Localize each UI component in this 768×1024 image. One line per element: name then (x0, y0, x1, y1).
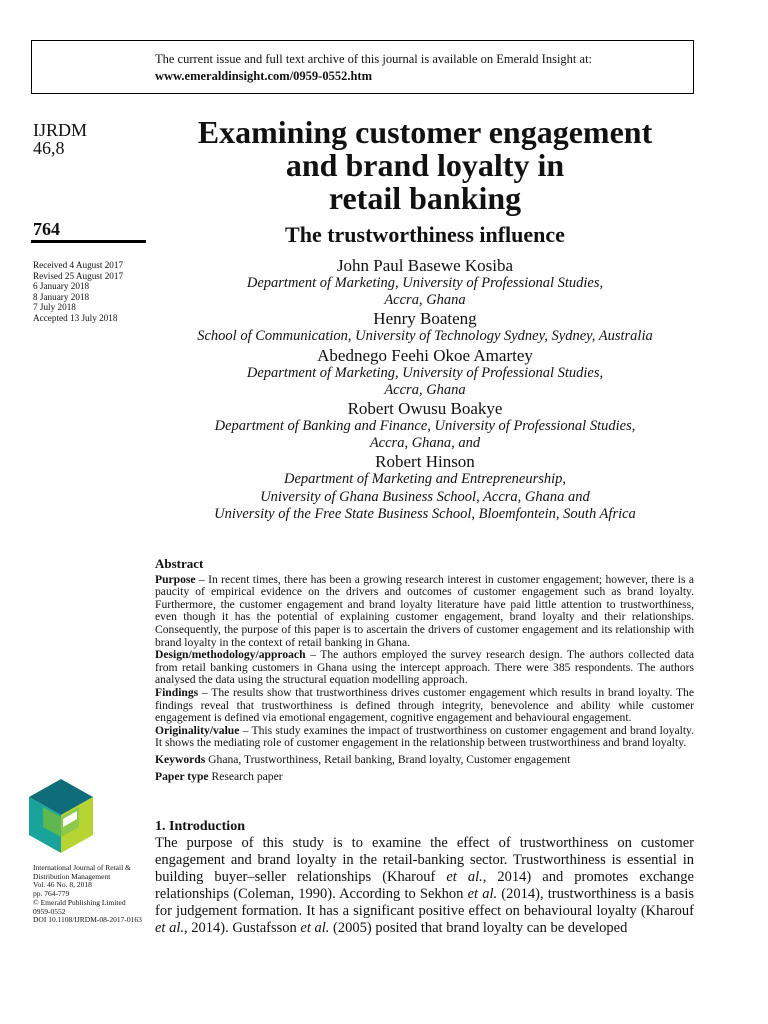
footer-line: Distribution Management (33, 871, 111, 881)
author-affiliation: School of Communication, University of Technology Sydney, Sydney, Australia (197, 328, 653, 345)
author-affiliation: Accra, Ghana, and (369, 435, 481, 452)
intro-citation-etal: et al. (300, 920, 330, 936)
abstract-label: Findings (155, 685, 199, 699)
emerald-publishing-logo-icon (29, 779, 93, 853)
article-subtitle: The trustworthiness influence (285, 222, 565, 247)
abstract-design (155, 649, 694, 687)
abstract-label: Originality/value (155, 723, 240, 737)
intro-citation-etal: et al. (155, 920, 184, 936)
intro-text: (2005) posited that brand loyalty can be developed (329, 920, 628, 936)
author-affiliation: Department of Marketing, University of Professional Studies, (246, 364, 604, 381)
author-name: Robert Hinson (375, 452, 475, 472)
author-affiliation: Department of Banking and Finance, University of Professional Studies, (214, 418, 636, 435)
author-name: John Paul Basewe Kosiba (336, 256, 514, 275)
author-affiliation: University of the Free State Business School, Bloemfontein, South Africa (214, 505, 636, 522)
date-line: Accepted 13 July 2018 (33, 312, 118, 323)
abstract-originality (155, 725, 694, 750)
author-name: Robert Owusu Boakye (347, 399, 503, 419)
author-name: Henry Boateng (373, 309, 477, 329)
date-line: 8 January 2018 (33, 291, 90, 302)
abstract-label: Purpose (155, 572, 196, 586)
abstract-text: – The results show that trustworthiness drives customer engagement which results in brand loyalty. The findings reveal that trustworthiness is defined through integrity, benevolence and ability while customer engagement is defined via emotional engagement, cognitive engagement and behavioural engagement. (155, 685, 694, 725)
paper-type-label: Paper type (155, 769, 209, 783)
author-affiliation: Department of Marketing and Entrepreneurship, (283, 471, 567, 488)
author-affiliation: Accra, Ghana (384, 292, 466, 309)
abstract-section (155, 558, 694, 783)
footer-line: © Emerald Publishing Limited (33, 897, 126, 907)
author-list (150, 256, 700, 523)
article-title (150, 116, 700, 215)
title-line: retail banking (328, 180, 522, 216)
abstract-heading: Abstract (155, 556, 204, 571)
banner-text: The current issue and full text archive of this journal is available on Emerald Insight at: (155, 52, 593, 66)
sidebar-divider (31, 240, 146, 243)
journal-url-link[interactable]: www.emeraldinsight.com/0959-0552.htm (155, 69, 372, 83)
intro-text: , 2014). Gustafsson (184, 920, 301, 936)
keywords-text: Ghana, Trustworthiness, Retail banking, Brand loyalty, Customer engagement (205, 752, 571, 766)
footer-line: 0959-0552 (33, 906, 66, 916)
footer-line: International Journal of Retail & (33, 863, 131, 872)
keywords-label: Keywords (155, 752, 206, 766)
author-affiliation: Department of Marketing, University of Professional Studies, (246, 275, 604, 291)
journal-volume-issue: 46,8 (33, 138, 65, 158)
abstract-label: Design/methodology/approach (155, 648, 306, 662)
abstract-text: – This study examines the impact of trustworthiness on customer engagement and brand loyalty. It shows the mediating role of customer engagement in the relationship between trustworthiness and brand loyalty. (155, 723, 694, 750)
author-affiliation: University of Ghana Business School, Accra, Ghana and (260, 488, 590, 505)
abstract-text: – In recent times, there has been a growing research interest in customer engagement; however, there is a paucity of empirical evidence on the drivers and outcomes of customer engagement such as brand loyalty. Furthermore, the customer engagement and brand loyalty literature have paid little attention to trustworthiness, even though it has the potential of explaining customer engagement, brand loyalty and their relationships. Consequently, the purpose of this paper is to ascertain the drivers of customer engagement and its relationship with brand loyalty in the context of retail banking in Ghana. (155, 572, 694, 649)
footer-line: Vol. 46 No. 8, 2018 (33, 880, 92, 890)
footer-line: pp. 764-779 (33, 889, 70, 899)
date-line: Received 4 August 2017 (33, 260, 124, 270)
journal-footer-metadata (33, 864, 142, 925)
submission-dates (33, 260, 123, 324)
introduction-heading: 1. Introduction (155, 819, 245, 834)
doi-link[interactable]: DOI 10.1108/IJRDM-08-2017-0163 (33, 915, 142, 925)
date-line: Revised 25 August 2017 (33, 270, 124, 281)
paper-type-text: Research paper (208, 769, 283, 783)
journal-abbreviation: IJRDM (33, 120, 88, 140)
abstract-purpose (155, 574, 694, 650)
title-line: and brand loyalty in (285, 147, 565, 183)
keywords (155, 754, 694, 767)
date-line: 6 January 2018 (33, 281, 90, 292)
abstract-findings (155, 687, 694, 725)
author-name: Abednego Feehi Okoe Amartey (317, 345, 533, 365)
intro-citation-etal: et al. (467, 886, 498, 902)
date-line: 7 July 2018 (33, 302, 76, 313)
journal-availability-banner (31, 40, 694, 94)
title-line: Examining customer engagement (197, 114, 653, 150)
abstract-text: – The authors employed the survey research design. The authors collected data from retail banking customers in Ghana using the intercept approach. There were 385 respondents. The authors analysed the data using the structural equation modelling approach. (155, 648, 694, 687)
introduction-body (155, 835, 694, 937)
intro-citation-etal: et al. (446, 869, 483, 885)
page-number: 764 (33, 219, 60, 239)
intro-text: The purpose of this study is to examine the effect of trustworthiness on customer engagement and brand loyalty in the retail-banking sector. Trustworthiness is essential in building buyer–seller relationships (Kharouf (155, 835, 694, 885)
intro-text: , 2014) and promotes exchange relationships (Coleman, 1990). According to Sekhon (155, 869, 694, 902)
author-affiliation: Accra, Ghana (384, 381, 466, 398)
paper-type (155, 771, 694, 784)
intro-text: (2014), trustworthiness is a basis for judgement formation. It has a significant positive effect on behavioural loyalty (Kharouf (155, 886, 694, 919)
